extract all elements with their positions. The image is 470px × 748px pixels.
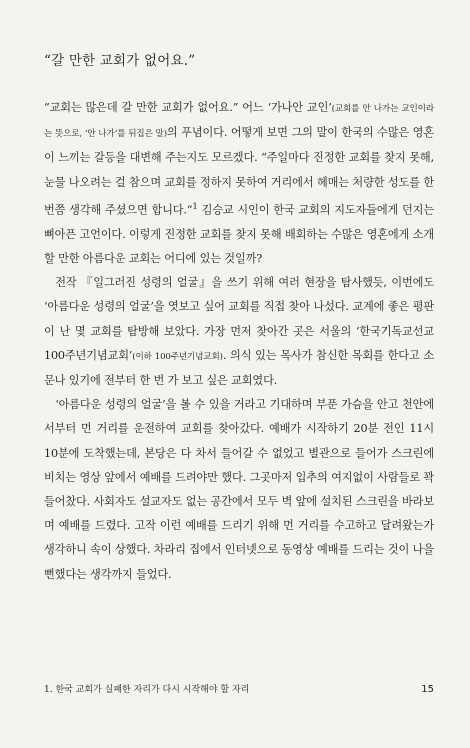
footnote-marker: 1 (192, 201, 198, 212)
page-number: 15 (421, 684, 434, 695)
paragraph-1 (44, 96, 434, 271)
text-run: 전작 『일그러진 성령의 얼굴』을 쓰기 위해 여러 현장을 탐사했듯, 이번에도 ‘아름다운 성령의 얼굴’을 엿보고 싶어 교회를 직접 찾아 나섰다. 교계에 좋은 평판이 난 몇 교회를 탐방해 보았다. 가장 먼저 찾아간 곳은 서울의 ‘한국기독교선교 100주년기념교회’ (44, 276, 434, 362)
text-run: 의 푸념이다. 어떻게 보면 그의 말이 한국의 수많은 영혼이 느끼는 갈등을 대변해 주는지도 모르겠다. “주일마다 진정한 교회를 찾지 못해, 눈물 나오려는 걸 참으며 교회를 정하지 못하여 거리에서 헤매는 처량한 성도를 한 번쯤 생각해 주셨으면 합니다.” (44, 126, 434, 217)
section-heading: “갈 만한 교회가 없어요.” (44, 53, 196, 69)
text-run: ‘아름다운 성령의 얼굴’을 볼 수 있을 거라고 기대하며 부푼 가슴을 안고 천안에서부터 먼 거리를 운전하여 교회를 찾아갔다. 예배가 시작하기 20분 전인 11시 10분에 도착했는데, 본당은 다 차서 들어갈 수 없었고 별관으로 들어가 스크린에 비치는 영상 앞에서 예배를 드려야만 했다. 그곳마저 입추의 여지없이 사람들로 꽉 들어찼다. 사회자도 설교자도 없는 공간에서 모두 벽 앞에 설치된 스크린을 바라보며 예배를 드렸다. 고작 이런 예배를 드리기 위해 먼 거리를 수고하고 달려왔는가 생각하니 속이 상했다. 차라리 집에서 인터넷으로 동영상 예배를 드리는 것이 나을 뻔했다는 생각까지 들었다. (44, 398, 434, 581)
paragraph-2 (44, 271, 434, 393)
body-text (44, 96, 434, 587)
text-run: . 의식 있는 목사가 참신한 목회를 한다고 소문나 있기에 전부터 한 번 가 보고 싶은 교회였다. (44, 348, 435, 387)
text-run: 김승교 시인이 한국 교회의 지도자들에게 던지는 뼈아픈 고언이다. 이렇게 진정한 교회를 찾지 못해 배회하는 수많은 영혼에게 소개할 만한 아름다운 교회는 어디에 있는 것일까? (44, 203, 434, 265)
parenthetical-note: (교회를 안 나가는 교인이라는 뜻으로, ‘안 나가’를 뒤집은 말) (44, 104, 434, 140)
running-footer-chapter: 1. 한국 교회가 실패한 자리가 다시 시작해야 할 자리 (44, 685, 250, 695)
parenthetical-note: (이하 100주년기념교회) (132, 351, 223, 362)
page-footer (44, 684, 434, 696)
paragraph-3 (44, 393, 434, 587)
text-run: “교회는 많은데 갈 만한 교회가 없어요.” 어느 ‘가나안 교인’ (44, 101, 332, 114)
